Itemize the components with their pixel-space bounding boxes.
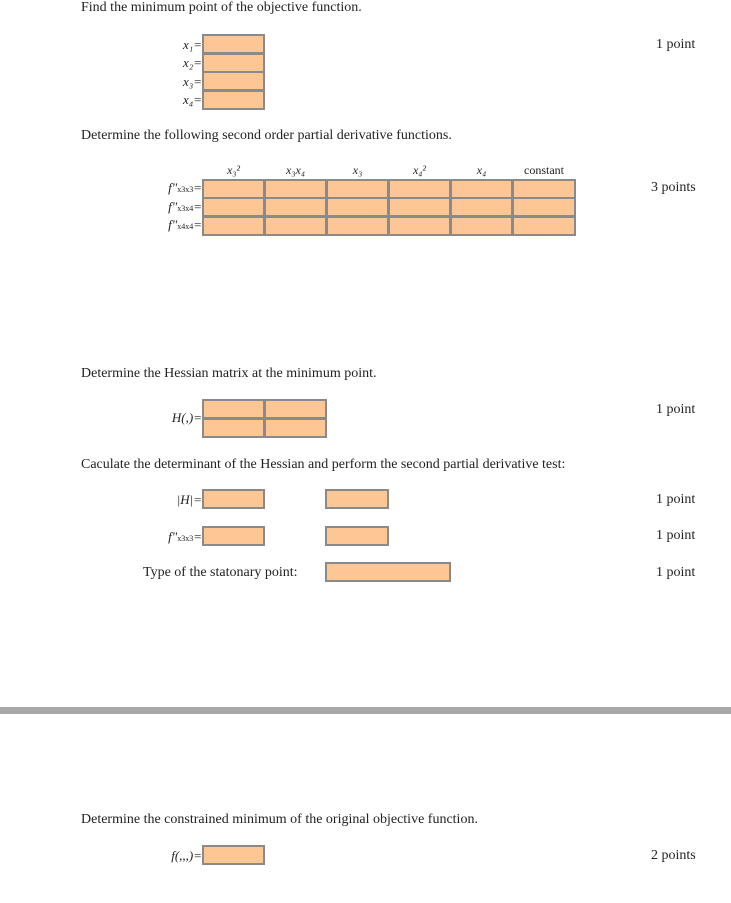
- det-label: |H|=: [176, 492, 202, 507]
- fxx-input[interactable]: [202, 526, 265, 546]
- x4-label: x₄=: [182, 92, 202, 107]
- col-header-x4: x₄: [476, 163, 487, 177]
- det-test-input[interactable]: [325, 489, 389, 509]
- deriv-cell-fx3x3-x3[interactable]: [326, 179, 389, 199]
- q3-prompt: Determine the Hessian matrix at the minimum point.: [81, 366, 377, 381]
- det-input[interactable]: [202, 489, 265, 509]
- section-divider: [0, 707, 731, 714]
- deriv-cell-fx3x3-x4sq[interactable]: [388, 179, 451, 199]
- row-label-fx4x4: f"x4x4=: [168, 217, 202, 232]
- deriv-cell-fx4x4-x4sq[interactable]: [388, 216, 451, 236]
- col-header-constant: constant: [524, 163, 564, 177]
- q3-points: 1 point: [656, 402, 696, 417]
- q4-prompt: Caculate the determinant of the Hessian and perform the second partial derivative test:: [81, 457, 566, 472]
- q1-points: 1 point: [656, 37, 696, 52]
- q2-prompt: Determine the following second order partial derivative functions.: [81, 128, 452, 143]
- x3-label: x₃=: [182, 74, 202, 89]
- deriv-cell-fx3x3-constant[interactable]: [512, 179, 576, 199]
- deriv-cell-fx4x4-x3[interactable]: [326, 216, 389, 236]
- deriv-cell-fx3x3-x3sq[interactable]: [202, 179, 265, 199]
- constrained-min-input[interactable]: [202, 845, 265, 865]
- deriv-cell-fx4x4-constant[interactable]: [512, 216, 576, 236]
- q5-prompt: Determine the constrained minimum of the original objective function.: [81, 812, 478, 827]
- fxx-label: f"x3x3=: [168, 529, 202, 544]
- q2-points: 3 points: [651, 180, 696, 195]
- x1-label: x₁=: [182, 37, 202, 52]
- x4-input[interactable]: [202, 90, 265, 110]
- hessian-cell-12[interactable]: [264, 399, 327, 419]
- deriv-cell-fx4x4-x4[interactable]: [450, 216, 513, 236]
- row-label-fx3x3: f"x3x3=: [168, 180, 202, 195]
- det-points: 1 point: [656, 492, 696, 507]
- hessian-cell-11[interactable]: [202, 399, 265, 419]
- deriv-cell-fx3x4-x4sq[interactable]: [388, 197, 451, 217]
- hessian-cell-22[interactable]: [264, 418, 327, 438]
- deriv-cell-fx3x3-x4[interactable]: [450, 179, 513, 199]
- deriv-cell-fx3x4-x3[interactable]: [326, 197, 389, 217]
- col-header-x3: x₃: [352, 163, 363, 177]
- deriv-cell-fx3x4-x4[interactable]: [450, 197, 513, 217]
- constrained-min-label: f(,,,)=: [171, 848, 202, 863]
- x3-input[interactable]: [202, 71, 265, 91]
- q5-points: 2 points: [651, 848, 696, 863]
- stationary-type-label: Type of the statonary point:: [143, 565, 298, 580]
- fxx-points: 1 point: [656, 528, 696, 543]
- row-label-fx3x4: f"x3x4=: [168, 199, 202, 214]
- q1-prompt: Find the minimum point of the objective function.: [81, 0, 362, 15]
- x2-label: x₂=: [182, 55, 202, 70]
- deriv-cell-fx4x4-x3sq[interactable]: [202, 216, 265, 236]
- deriv-cell-fx3x4-constant[interactable]: [512, 197, 576, 217]
- hessian-label: H(,)=: [171, 410, 202, 425]
- x2-input[interactable]: [202, 53, 265, 73]
- col-header-x4sq: x₄²: [412, 163, 427, 177]
- deriv-cell-fx3x4-x3sq[interactable]: [202, 197, 265, 217]
- x1-input[interactable]: [202, 34, 265, 54]
- deriv-cell-fx4x4-x3x4[interactable]: [264, 216, 327, 236]
- type-points: 1 point: [656, 565, 696, 580]
- deriv-cell-fx3x3-x3x4[interactable]: [264, 179, 327, 199]
- hessian-cell-21[interactable]: [202, 418, 265, 438]
- stationary-type-input[interactable]: [325, 562, 451, 582]
- fxx-test-input[interactable]: [325, 526, 389, 546]
- col-header-x3sq: x₃²: [226, 163, 241, 177]
- col-header-x3x4: x₃x₄: [286, 163, 305, 177]
- deriv-cell-fx3x4-x3x4[interactable]: [264, 197, 327, 217]
